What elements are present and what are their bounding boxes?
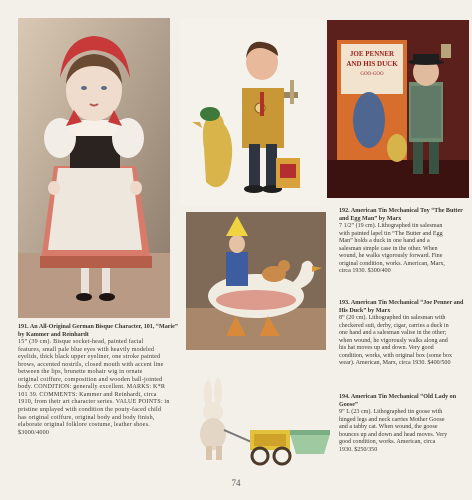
caption-191-line: eyelids, thick black upper eyeliner, one stroke painted xyxy=(18,354,161,361)
caption-193-line: checkered suit, derby, cigar, carries a duck in xyxy=(339,322,449,329)
caption-192 xyxy=(339,208,471,276)
caption-193-line: wear). American, Marx, circa 1930. $400/500 xyxy=(339,360,451,367)
caption-191-line: 101 39. COMMENTS: Kammer and Reinhardt, circa xyxy=(18,391,157,398)
photo-bisque-doll xyxy=(18,18,170,318)
caption-192-line: original condition, works. American, Marx, xyxy=(339,260,445,267)
caption-194-line: and a tabby cat. When wound, the goose xyxy=(339,424,438,431)
caption-194-line: good condition, works. American, circa xyxy=(339,439,436,446)
caption-194-line: 9” L (23 cm). Lithographed tin goose with xyxy=(339,409,443,416)
caption-191-line: brows, accented nostrils, closed mouth with accent line xyxy=(18,361,164,368)
old-lady-goose-illustration xyxy=(186,212,326,350)
caption-191-line: has original coiffure, original body and body finish, xyxy=(18,414,155,421)
photo-butter-egg-man xyxy=(180,18,320,206)
caption-191-line: features, small pale blue eyes with heavily modeled xyxy=(18,346,155,353)
caption-191-line: $3000/4000 xyxy=(18,429,50,436)
caption-192-line: Man” holds a duck in one hand and a xyxy=(339,238,430,245)
caption-192-line: wound, he walks vigorously forward. Fine xyxy=(339,253,443,260)
svg-text:GOO-GOO: GOO-GOO xyxy=(360,72,384,77)
caption-194-line: hinged legs and neck carries Mother Goose xyxy=(339,416,445,423)
caption-193-line: condition, works, with original box (some box xyxy=(339,352,453,359)
photo-old-lady-on-goose xyxy=(186,212,326,350)
caption-192-title: 192. American Tin Mechanical Toy “The Butter and Egg Man” by Marx xyxy=(339,208,463,222)
caption-193-line: when wound, he vigorously walks along and xyxy=(339,337,448,344)
page-number: 74 xyxy=(231,478,241,488)
photo-joe-penner xyxy=(327,20,469,198)
caption-194 xyxy=(339,394,471,454)
caption-191-line: body. CONDITION: generally excellent. MARKS: K*R xyxy=(18,384,166,391)
caption-193-title: 193. American Tin Mechanical “Joe Penner and His Duck” by Marx xyxy=(339,300,464,314)
caption-192-line: circa 1930. $300/400 xyxy=(339,268,391,275)
caption-192-line: with painted lapel tin “The Butter and Egg xyxy=(339,230,443,237)
caption-194-title: 194. American Tin Mechanical “Old Lady on Goose” xyxy=(339,394,457,408)
caption-191 xyxy=(18,324,180,437)
caption-191-line: original coiffure, composition and wooden ball-jointed xyxy=(18,376,163,383)
caption-191-line: elaborate original folklore costume, leather shoes. xyxy=(18,422,150,429)
caption-191-line: 15” (39 cm). Bisque socket-head, painted facial xyxy=(18,339,144,346)
caption-192-line: salesman simple case in the other. When xyxy=(339,245,438,252)
caption-193-line: 8” (20 cm). Lithographed tin salesman with xyxy=(339,315,446,322)
caption-191-line: between the lips, brunette mohair wig in ornate xyxy=(18,369,143,376)
photo-rabbit-cart xyxy=(186,368,336,470)
caption-194-line: 1930. $250/350 xyxy=(339,446,378,453)
doll-illustration xyxy=(18,18,170,318)
joe-penner-illustration xyxy=(327,20,469,198)
caption-193-line: his hat moves up and down. Very good xyxy=(339,345,434,352)
caption-192-line: 7 1/2” (19 cm). Lithographed tin salesman xyxy=(339,223,443,230)
butter-egg-man-illustration xyxy=(180,18,320,206)
svg-text:AND HIS DUCK: AND HIS DUCK xyxy=(346,60,398,68)
caption-191-line: 1910, from their art character series. VALUE POINTS: in xyxy=(18,399,170,406)
caption-191-line: pristine unplayed with condition the pouty-faced child xyxy=(18,407,162,414)
svg-text:JOE PENNER: JOE PENNER xyxy=(349,50,395,58)
caption-194-line: bounces up and down and head moves. Very xyxy=(339,431,448,438)
caption-193-line: one hand and a salesman valise in the other; xyxy=(339,330,447,337)
caption-191-title: 191. An All-Original German Bisque Character, 101, “Marie” by Kammer and Reinhardt xyxy=(18,324,178,338)
rabbit-cart-illustration xyxy=(186,368,336,470)
caption-193 xyxy=(339,300,471,368)
